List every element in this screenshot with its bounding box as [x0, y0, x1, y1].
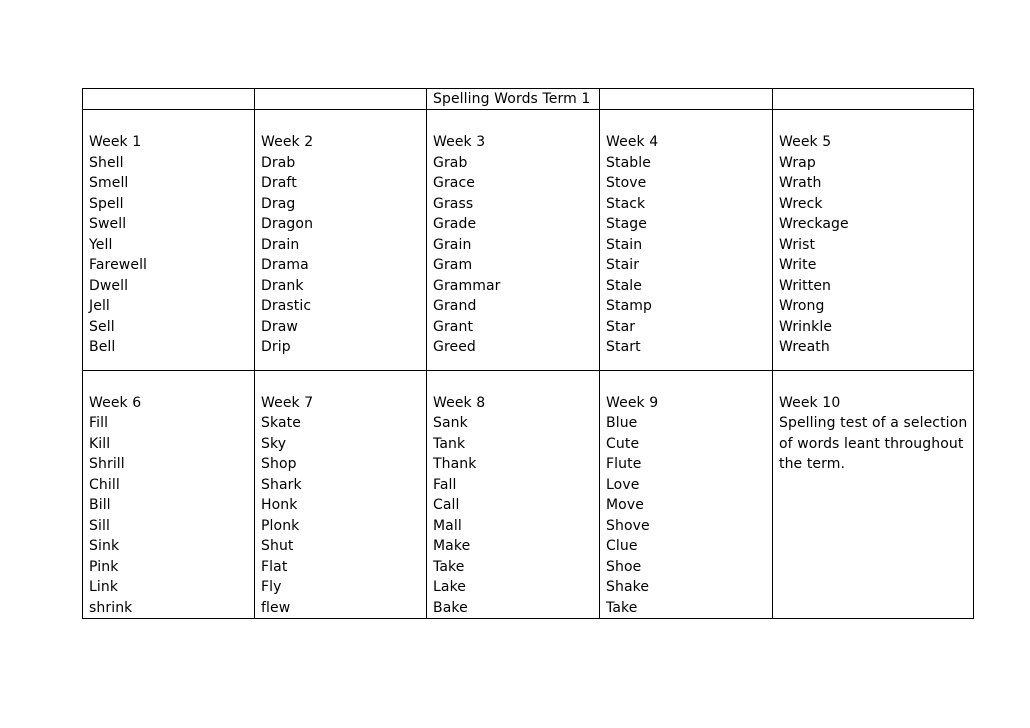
- spelling-word: Drab: [261, 154, 296, 171]
- spelling-word: Chill: [89, 476, 120, 493]
- spelling-word: Grammar: [433, 277, 501, 294]
- spelling-word: Grade: [433, 216, 477, 232]
- spelling-word: Jell: [89, 298, 110, 314]
- spelling-table: [82, 88, 974, 619]
- spelling-word: Grace: [433, 175, 475, 191]
- spelling-word: Grand: [433, 298, 477, 314]
- spelling-word: Start: [606, 339, 641, 355]
- spelling-word: Wrath: [779, 175, 822, 191]
- spelling-word: Link: [89, 579, 119, 595]
- spelling-word: Bake: [433, 599, 468, 616]
- spelling-word: Love: [606, 476, 640, 493]
- spelling-word: Drag: [261, 195, 296, 212]
- spelling-word: Dwell: [89, 277, 129, 294]
- spelling-word: Shake: [606, 579, 650, 595]
- spelling-word: Make: [433, 538, 471, 554]
- spelling-word: Stamp: [606, 298, 652, 314]
- week-cell: [600, 110, 773, 371]
- spelling-word: shrink: [89, 599, 133, 616]
- spelling-word: Grant: [433, 318, 474, 335]
- spelling-word: Lake: [433, 579, 467, 595]
- spelling-word: Pink: [89, 558, 119, 575]
- spelling-word: Sank: [433, 415, 468, 431]
- week-heading: Week 7: [261, 394, 314, 411]
- spelling-word: Flat: [261, 558, 288, 575]
- spelling-word: Drip: [261, 339, 291, 355]
- week-heading: Week 9: [606, 394, 659, 411]
- empty-cell: [600, 89, 773, 110]
- spelling-word: Greed: [433, 339, 476, 355]
- spelling-word: Wreath: [779, 339, 830, 355]
- spelling-document: [82, 88, 973, 619]
- spelling-word: Wrap: [779, 154, 816, 171]
- spelling-word: Shut: [261, 538, 294, 554]
- spelling-word: Shop: [261, 456, 297, 472]
- spelling-word: Bill: [89, 497, 111, 513]
- spelling-word: Draw: [261, 318, 298, 335]
- spelling-word: Sill: [89, 517, 110, 534]
- spelling-word: Flute: [606, 456, 642, 472]
- spelling-word: Stage: [606, 216, 647, 232]
- page-title: Spelling Words Term 1: [427, 89, 600, 110]
- spelling-word: flew: [261, 599, 291, 616]
- spelling-word: Stain: [606, 236, 643, 253]
- spelling-word: Write: [779, 257, 817, 273]
- spelling-word: Wreckage: [779, 216, 849, 232]
- spelling-word: Shrill: [89, 456, 125, 472]
- week-cell: [773, 110, 974, 371]
- week-row-2: [83, 370, 974, 619]
- spelling-word: Clue: [606, 538, 638, 554]
- week-cell: [83, 370, 255, 619]
- spelling-word: Star: [606, 318, 636, 335]
- spelling-word: Swell: [89, 216, 127, 232]
- spelling-word: Shoe: [606, 558, 642, 575]
- spelling-word: Draft: [261, 175, 297, 191]
- week-heading: Week 1: [89, 134, 142, 150]
- spelling-word: Grab: [433, 154, 468, 171]
- week-heading: Week 5: [779, 134, 832, 150]
- week-cell: [255, 110, 427, 371]
- spelling-word: Fall: [433, 476, 457, 493]
- spelling-word: Spell: [89, 195, 124, 212]
- week-cell: [427, 110, 600, 371]
- spelling-word: Drastic: [261, 298, 312, 314]
- spelling-word: Drank: [261, 277, 304, 294]
- spelling-word: Sell: [89, 318, 115, 335]
- spelling-word: Shove: [606, 517, 650, 534]
- week-heading: Week 10: [779, 394, 841, 411]
- spelling-word: Move: [606, 497, 644, 513]
- week-cell: [427, 370, 600, 619]
- week-cell-10: [773, 370, 974, 619]
- spelling-word: Gram: [433, 257, 473, 273]
- week-cell: [600, 370, 773, 619]
- spelling-word: Shark: [261, 476, 302, 493]
- week-heading: Week 6: [89, 394, 142, 411]
- week-heading: Week 3: [433, 134, 486, 150]
- spelling-word: Call: [433, 497, 460, 513]
- spelling-word: Drama: [261, 257, 309, 273]
- spelling-word: Stale: [606, 277, 642, 294]
- spelling-word: Stable: [606, 154, 651, 171]
- spelling-word: Thank: [433, 456, 477, 472]
- spelling-word: Mall: [433, 517, 462, 534]
- spelling-word: Grain: [433, 236, 472, 253]
- spelling-word: Skate: [261, 415, 301, 431]
- spelling-word: Grass: [433, 195, 474, 212]
- spelling-word: Written: [779, 277, 832, 294]
- week-10-note-line: of words leant throughout: [779, 435, 964, 452]
- spelling-word: Dragon: [261, 216, 314, 232]
- spelling-word: Fly: [261, 579, 282, 595]
- empty-cell: [83, 89, 255, 110]
- spelling-word: Bell: [89, 339, 116, 355]
- spelling-word: Stove: [606, 175, 647, 191]
- spelling-word: Wrong: [779, 298, 825, 314]
- week-row-1: [83, 110, 974, 371]
- week-10-note-line: the term.: [779, 456, 846, 472]
- spelling-word: Kill: [89, 435, 111, 452]
- week-heading: Week 4: [606, 134, 659, 150]
- spelling-word: Yell: [89, 236, 113, 253]
- week-cell: [255, 370, 427, 619]
- spelling-word: Drain: [261, 236, 300, 253]
- spelling-word: Tank: [433, 435, 466, 452]
- spelling-word: Blue: [606, 415, 638, 431]
- spelling-word: Fill: [89, 415, 109, 431]
- spelling-word: Stair: [606, 257, 640, 273]
- spelling-word: Cute: [606, 435, 640, 452]
- week-10-note-line: Spelling test of a selection: [779, 415, 968, 431]
- spelling-word: Take: [606, 599, 638, 616]
- empty-cell: [773, 89, 974, 110]
- week-heading: Week 8: [433, 394, 486, 411]
- empty-cell: [255, 89, 427, 110]
- spelling-word: Sky: [261, 435, 287, 452]
- spelling-word: Farewell: [89, 257, 148, 273]
- title-row: [83, 89, 974, 110]
- spelling-word: Honk: [261, 497, 298, 513]
- spelling-word: Wreck: [779, 195, 823, 212]
- spelling-word: Wrinkle: [779, 318, 833, 335]
- spelling-word: Wrist: [779, 236, 816, 253]
- spelling-word: Take: [433, 558, 465, 575]
- spelling-word: Stack: [606, 195, 646, 212]
- spelling-word: Smell: [89, 175, 129, 191]
- spelling-word: Shell: [89, 154, 124, 171]
- week-cell: [83, 110, 255, 371]
- spelling-word: Sink: [89, 538, 120, 554]
- week-heading: Week 2: [261, 134, 314, 150]
- spelling-word: Plonk: [261, 517, 300, 534]
